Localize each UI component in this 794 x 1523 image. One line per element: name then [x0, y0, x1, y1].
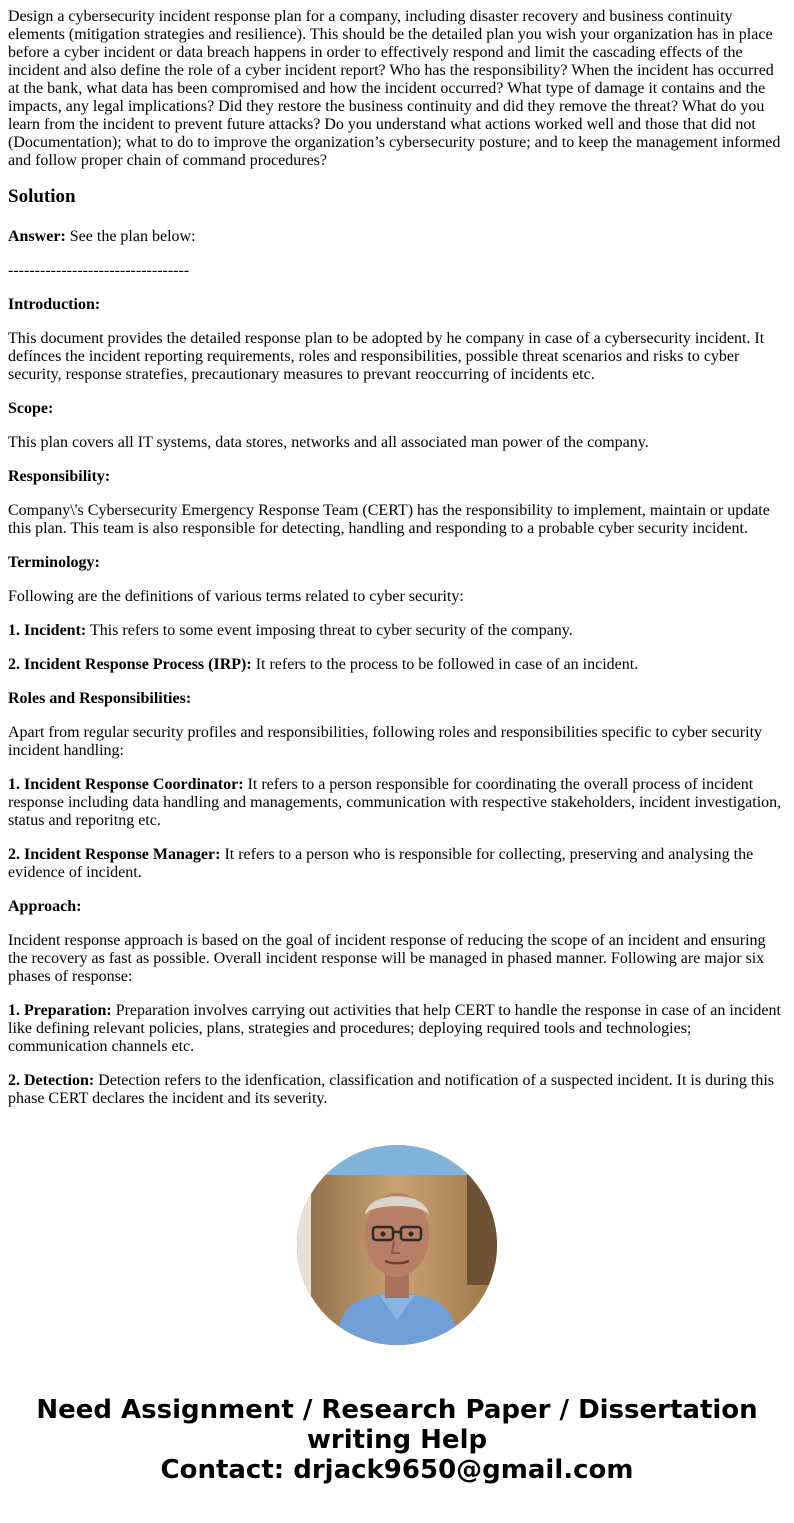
roles-heading-text: Roles and Responsibilities:	[8, 690, 192, 707]
approach-intro: Incident response approach is based on the goal of incident response of reducing the scope of an incident and ensuring the recovery as fast as possible. Overall incident response will be managed in phased manner. Following are major six phases of response:	[8, 932, 766, 985]
avatar-container	[0, 1145, 794, 1345]
terminology-item-text: It refers to the process to be followed in case of an incident.	[251, 656, 639, 673]
introduction-text: This document provides the detailed response plan to be adopted by he company in case of a cybersecurity incident. It defínces the incident reporting requirements, roles and responsibilities, possible threat scenarios and risks to cyber security, response stratefies, precautionary measures to prevant reoccurring of incidents etc.	[8, 330, 765, 383]
author-photo-illustration	[297, 1145, 497, 1345]
approach-item-label: 2. Detection:	[8, 1072, 95, 1089]
scope-heading	[8, 400, 786, 418]
approach-item-text: Preparation involves carrying out activities that help CERT to handle the response in case of an incident like defining relevant policies, plans, strategies and procedures; deploying required tools and technologies; communication channels etc.	[8, 1002, 781, 1055]
approach-item	[8, 1002, 786, 1056]
roles-item-label: 2. Incident Response Manager:	[8, 846, 221, 863]
responsibility-heading	[8, 468, 786, 486]
solution-heading: Solution	[8, 186, 76, 207]
roles-item-text: It refers to a person responsible for coordinating the overall process of incident response including data handling and managements, communication with respective stakeholders, incident investigation, status and reporitng etc.	[8, 776, 782, 829]
question-text: Design a cybersecurity incident response plan for a company, including disaster recovery and business continuity elements (mitigation strategies and resilience). This should be the detailed plan you wish your organization has in place before a cyber incident or data breach happens in order to effectively respond and limit the cascading effects of the incident and also define the role of a cyber incident report? Who has the responsibility? When the incident has occurred at the bank, what data has been compromised and how the incident occurred? What type of damage it contains and the impacts, any legal implications? Did they restore the business continuity and did they remove the threat? What do you learn from the incident to prevent future attacks? Do you understand what actions worked well and those that did not (Documentation); what to do to improve the organization’s cybersecurity posture; and to keep the management informed and follow proper chain of command procedures?	[8, 8, 781, 169]
terminology-intro: Following are the definitions of various terms related to cyber security:	[8, 588, 464, 605]
terminology-heading-text: Terminology:	[8, 554, 100, 571]
approach-item-text: Detection refers to the idenfication, classification and notification of a suspected incident. It is during this phase CERT declares the incident and its severity.	[8, 1072, 774, 1107]
roles-item-text: It refers to a person who is responsible for collecting, preserving and analysing the evidence of incident.	[8, 846, 754, 881]
terminology-item-label: 2. Incident Response Process (IRP):	[8, 656, 252, 673]
roles-item	[8, 776, 786, 830]
terminology-item-label: 1. Incident:	[8, 622, 87, 639]
introduction-heading-text: Introduction:	[8, 296, 101, 313]
roles-intro: Apart from regular security profiles and responsibilities, following roles and responsibilities specific to cyber security incident handling:	[8, 724, 763, 759]
scope-heading-text: Scope:	[8, 400, 54, 417]
terminology-item-text: This refers to some event imposing threat to cyber security of the company.	[86, 622, 573, 639]
approach-heading-text: Approach:	[8, 898, 82, 915]
promo-footer	[0, 1395, 794, 1485]
author-avatar	[297, 1145, 497, 1345]
terminology-item	[8, 622, 786, 640]
answer-text: See the plan below:	[65, 228, 196, 245]
responsibility-heading-text: Responsibility:	[8, 468, 111, 485]
scope-text: This plan covers all IT systems, data stores, networks and all associated man power of the company.	[8, 434, 649, 451]
answer-label: Answer:	[8, 228, 66, 245]
approach-item-label: 1. Preparation:	[8, 1002, 112, 1019]
promo-line-help: Need Assignment / Research Paper / Dissertation writing Help	[36, 1395, 758, 1455]
roles-item	[8, 846, 786, 882]
roles-heading	[8, 690, 786, 708]
answer-line	[8, 228, 786, 246]
terminology-item	[8, 656, 786, 674]
promo-line-contact: Contact: drjack9650@gmail.com	[160, 1455, 634, 1485]
separator-line: ----------------------------------	[8, 262, 190, 279]
approach-item	[8, 1072, 786, 1108]
responsibility-text: Company\'s Cybersecurity Emergency Response Team (CERT) has the responsibility to implement, maintain or update this plan. This team is also responsible for detecting, handling and responding to a probable cyber security incident.	[8, 502, 770, 537]
introduction-heading	[8, 296, 786, 314]
terminology-heading	[8, 554, 786, 572]
approach-heading	[8, 898, 786, 916]
roles-item-label: 1. Incident Response Coordinator:	[8, 776, 244, 793]
